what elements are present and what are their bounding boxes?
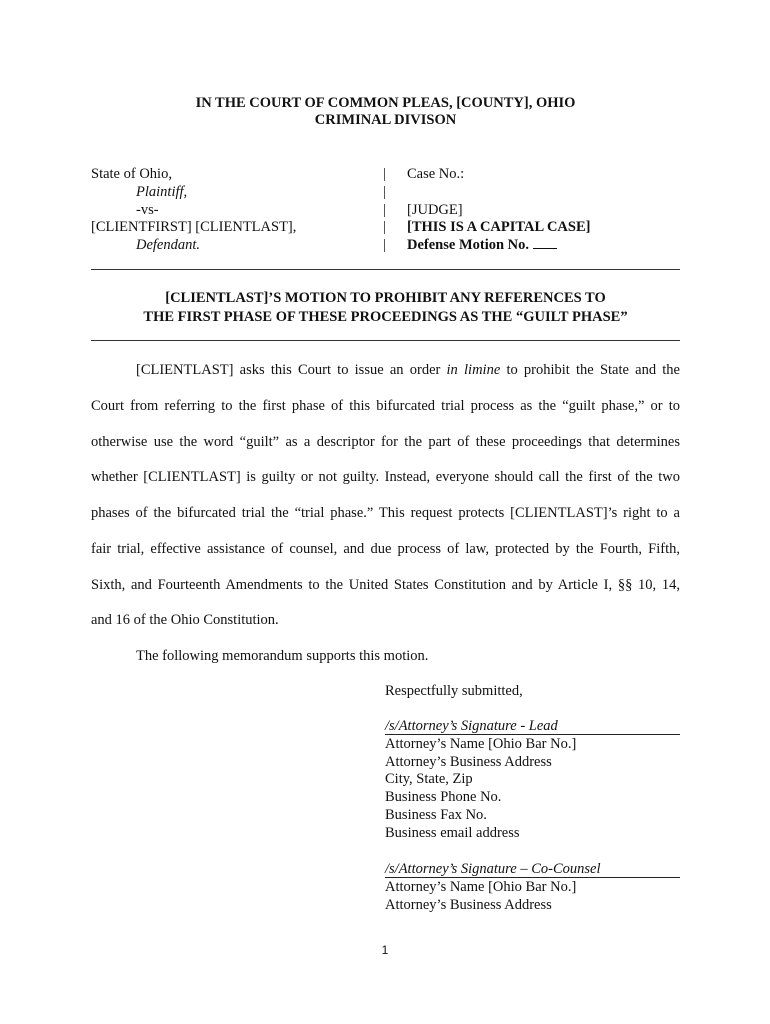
body-line: phases of the bifurcated trial the “trial phase.” This request protects [CLIENTLAST]’s right to a — [91, 505, 680, 521]
body-line: [CLIENTLAST] asks this Court to issue an order in limine to prohibit the State and the — [136, 362, 680, 378]
body-line: fair trial, effective assistance of counsel, and due process of law, protected by the Fourth, Fifth, — [91, 541, 680, 557]
case-number: Case No.: — [407, 166, 465, 182]
capital-case-notice: [THIS IS A CAPITAL CASE] — [407, 219, 591, 236]
body-line: and 16 of the Ohio Constitution. — [91, 612, 279, 628]
defendant-name: [CLIENTFIRST] [CLIENTLAST], — [91, 219, 297, 236]
signature-line-cocounsel: /s/Attorney’s Signature – Co-Counsel — [385, 861, 680, 878]
attorney-city: City, State, Zip — [385, 771, 473, 788]
plaintiff-name: State of Ohio, — [91, 166, 172, 182]
motion-number: Defense Motion No. — [407, 237, 687, 255]
versus: -vs- — [136, 201, 159, 218]
court-division: CRIMINAL DIVISON — [314, 112, 457, 128]
page-number: 1 — [381, 943, 389, 957]
body-line: Sixth, and Fourteenth Amendments to the United States Constitution and by Article I, §§ 10, 14, — [91, 577, 680, 593]
signature-line-lead: /s/Attorney’s Signature - Lead — [385, 718, 680, 735]
attorney-email: Business email address — [385, 824, 520, 841]
attorney-address: Attorney’s Business Address — [385, 753, 552, 770]
signature-block-cocounsel — [385, 861, 685, 914]
body-line: Court from referring to the first phase of this bifurcated trial process as the “guilt phase,” or to — [91, 398, 680, 414]
caption-blank — [407, 184, 687, 202]
caption-parties — [91, 166, 381, 255]
closing: Respectfully submitted, — [385, 683, 523, 699]
attorney-name: Attorney’s Name [Ohio Bar No.] — [385, 735, 577, 752]
court-name: IN THE COURT OF COMMON PLEAS, [COUNTY], OHIO — [195, 95, 576, 111]
caption-case-info — [407, 166, 687, 255]
attorney-fax: Business Fax No. — [385, 806, 487, 823]
judge: [JUDGE] — [407, 201, 463, 218]
plaintiff-role: Plaintiff, — [136, 183, 188, 200]
body-line: whether [CLIENTLAST] is guilty or not guilty. Instead, everyone should call the first of the two — [91, 469, 680, 485]
divider-top — [91, 269, 680, 270]
caption-divider: | | | | | — [383, 166, 386, 254]
case-caption — [91, 166, 680, 256]
body-line: The following memorandum supports this motion. — [136, 648, 429, 664]
defendant-role: Defendant. — [136, 237, 201, 254]
divider-bottom — [91, 340, 680, 341]
cocounsel-name: Attorney’s Name [Ohio Bar No.] — [385, 878, 577, 895]
attorney-phone: Business Phone No. — [385, 789, 502, 806]
motion-title-line1: [CLIENTLAST]’S MOTION TO PROHIBIT ANY REFERENCES TO — [165, 290, 606, 306]
signature-block-lead — [385, 718, 685, 843]
cocounsel-address: Attorney’s Business Address — [385, 896, 552, 913]
body-line: otherwise use the word “guilt” as a descriptor for the part of these proceedings that determines — [91, 434, 680, 450]
motion-title-line2: THE FIRST PHASE OF THESE PROCEEDINGS AS THE “GUILT PHASE” — [143, 309, 628, 325]
